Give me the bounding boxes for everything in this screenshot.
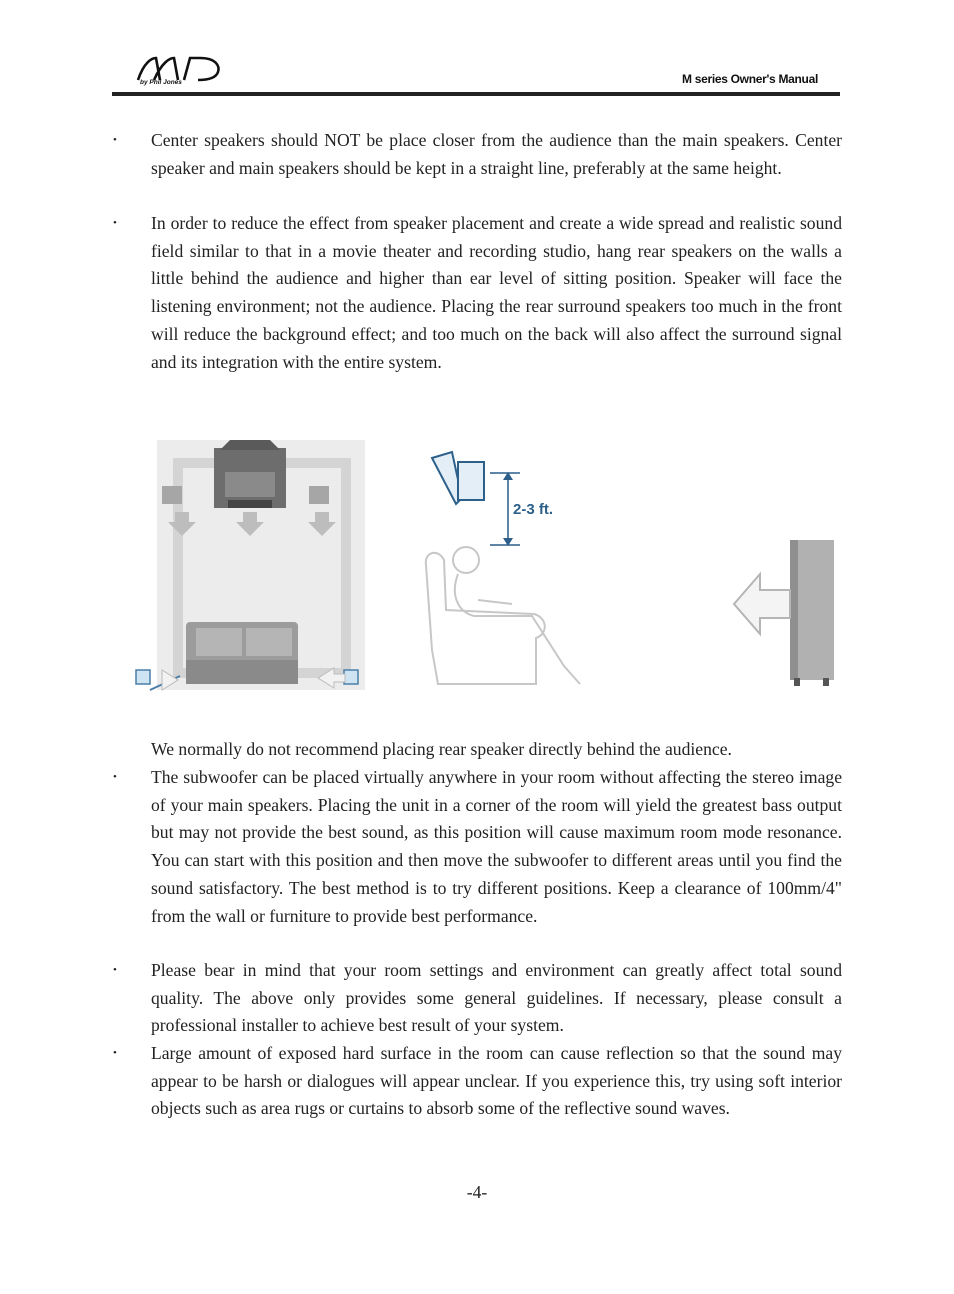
paragraph-hard-surfaces: Large amount of exposed hard surface in the room can cause reflection so that the sound may appear to be harsh or dialogues will appear unclear. If you experience this, try using soft interior objects such as area rugs or curtains to absorb some of the reflective sound waves. <box>151 1043 842 1119</box>
bullet-marker: • <box>113 134 117 146</box>
bullet-marker: • <box>113 217 117 229</box>
paragraph-rear-note: We normally do not recommend placing rear speaker directly behind the audience. <box>151 739 732 759</box>
logo-subtitle: by Phil Jones <box>140 79 182 86</box>
paragraph-center-speakers: Center speakers should NOT be place closer from the audience than the main speakers. Center speaker and main speakers should be kept in a straight line, preferably at the same height. <box>151 130 842 178</box>
paragraph-subwoofer: The subwoofer can be placed virtually anywhere in your room without affecting the stereo image of your main speakers. Placing the unit in a corner of the room will yield the greatest bass output but may not provide the best sound, as this position will cause maximum room mode resonance. You can start with this position and then move the subwoofer to different areas until you find the sound satisfactory. The best method is to try different positions. Keep a clearance of 100mm/4" from the wall or furniture to provide best performance. <box>151 767 842 926</box>
bullet-marker: • <box>113 771 117 783</box>
paragraph-room-settings: Please bear in mind that your room settings and environment can greatly affect total sound quality. The above only provides some general guidelines. If necessary, please consult a professional installer to achieve best result of your system. <box>151 960 842 1036</box>
room-layout-diagram <box>136 440 365 690</box>
listening-height-diagram <box>426 452 580 684</box>
bullet-marker: • <box>113 1047 117 1059</box>
manual-title: M series Owner's Manual <box>681 72 818 86</box>
paragraph-rear-speakers: In order to reduce the effect from speaker placement and create a wide spread and realistic sound field similar to that in a movie theater and recording studio, hang rear speakers on the walls a little behind the audience and higher than ear level of sitting position. Speaker will face the listening environment; not the audience. Placing the rear surround speakers too much in the front will reduce the background effect; and too much on the back will also affect the surround signal and its integration with the entire system. <box>151 213 842 372</box>
bullet-marker: • <box>113 964 117 976</box>
subwoofer-clearance-diagram <box>734 540 834 686</box>
page-number: -4- <box>466 1182 488 1202</box>
height-label: 2-3 ft. <box>513 501 554 518</box>
